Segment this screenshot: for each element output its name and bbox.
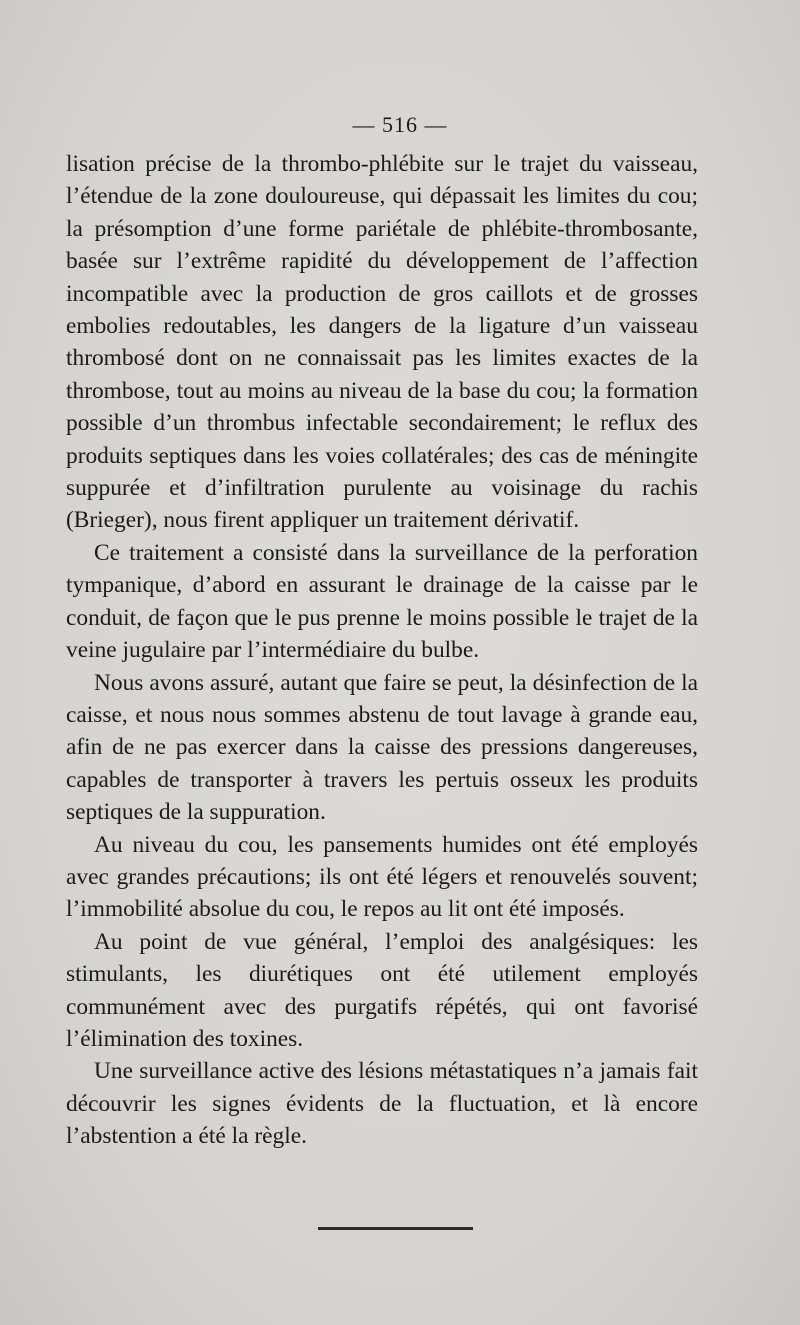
paragraph: Au niveau du cou, les pansements humides ont été employés avec grandes précautions; ils ont été légers et renouvelés souvent; l’immobilité absolue du cou, le repos au lit ont été imposés. [66,831,698,923]
paragraph-continuation: lisation précise de la thrombo-phlébite sur le trajet du vaisseau, l’étendue de la zone douloureuse, qui dépassait les limites du cou; la présomption d’une forme pariétale de phlébite-thrombosante, basée sur l’extrême rapidité du développement de l’affection incompatible avec la production de gros caillots et de grosses embolies redoutables, les dangers de la ligature d’un vaisseau thrombosé dont on ne connaissait pas les limites exactes de la thrombose, tout au moins au niveau de la base du cou; la formation possible d’un thrombus infectable secondairement; le reflux des produits septiques dans les voies collatérales; des cas de méningite suppurée et d’infiltration purulente au voisinage du rachis (Brieger), nous firent appliquer un traitement dérivatif. [66,151,698,534]
paragraph: Nous avons assuré, autant que faire se peut, la désinfection de la caisse, et nous nous sommes abstenu de tout lavage à grande eau, afin de ne pas exercer dans la caisse des pressions dangereuses, capables de transporter à travers les pertuis osseux les produits septiques de la suppuration. [66,669,698,826]
paragraph: Ce traitement a consisté dans la surveillance de la perforation tympanique, d’abord en assurant le drainage de la caisse par le conduit, de façon que le pus prenne le moins possible le trajet de la veine jugulaire par l’intermédiaire du bulbe. [66,539,698,664]
body-text [66,148,698,1153]
page-number: — 516 — [352,112,448,137]
closing-rule [318,1227,473,1230]
paragraph: Au point de vue général, l’emploi des analgésiques: les stimulants, les diurétiques ont été utilement employés communément avec des purgatifs répétés, qui ont favorisé l’élimination des toxines. [66,928,698,1052]
paragraph: Une surveillance active des lésions métastatiques n’a jamais fait découvrir les signes évidents de la fluctuation, et là encore l’abstention a été la règle. [66,1058,698,1150]
